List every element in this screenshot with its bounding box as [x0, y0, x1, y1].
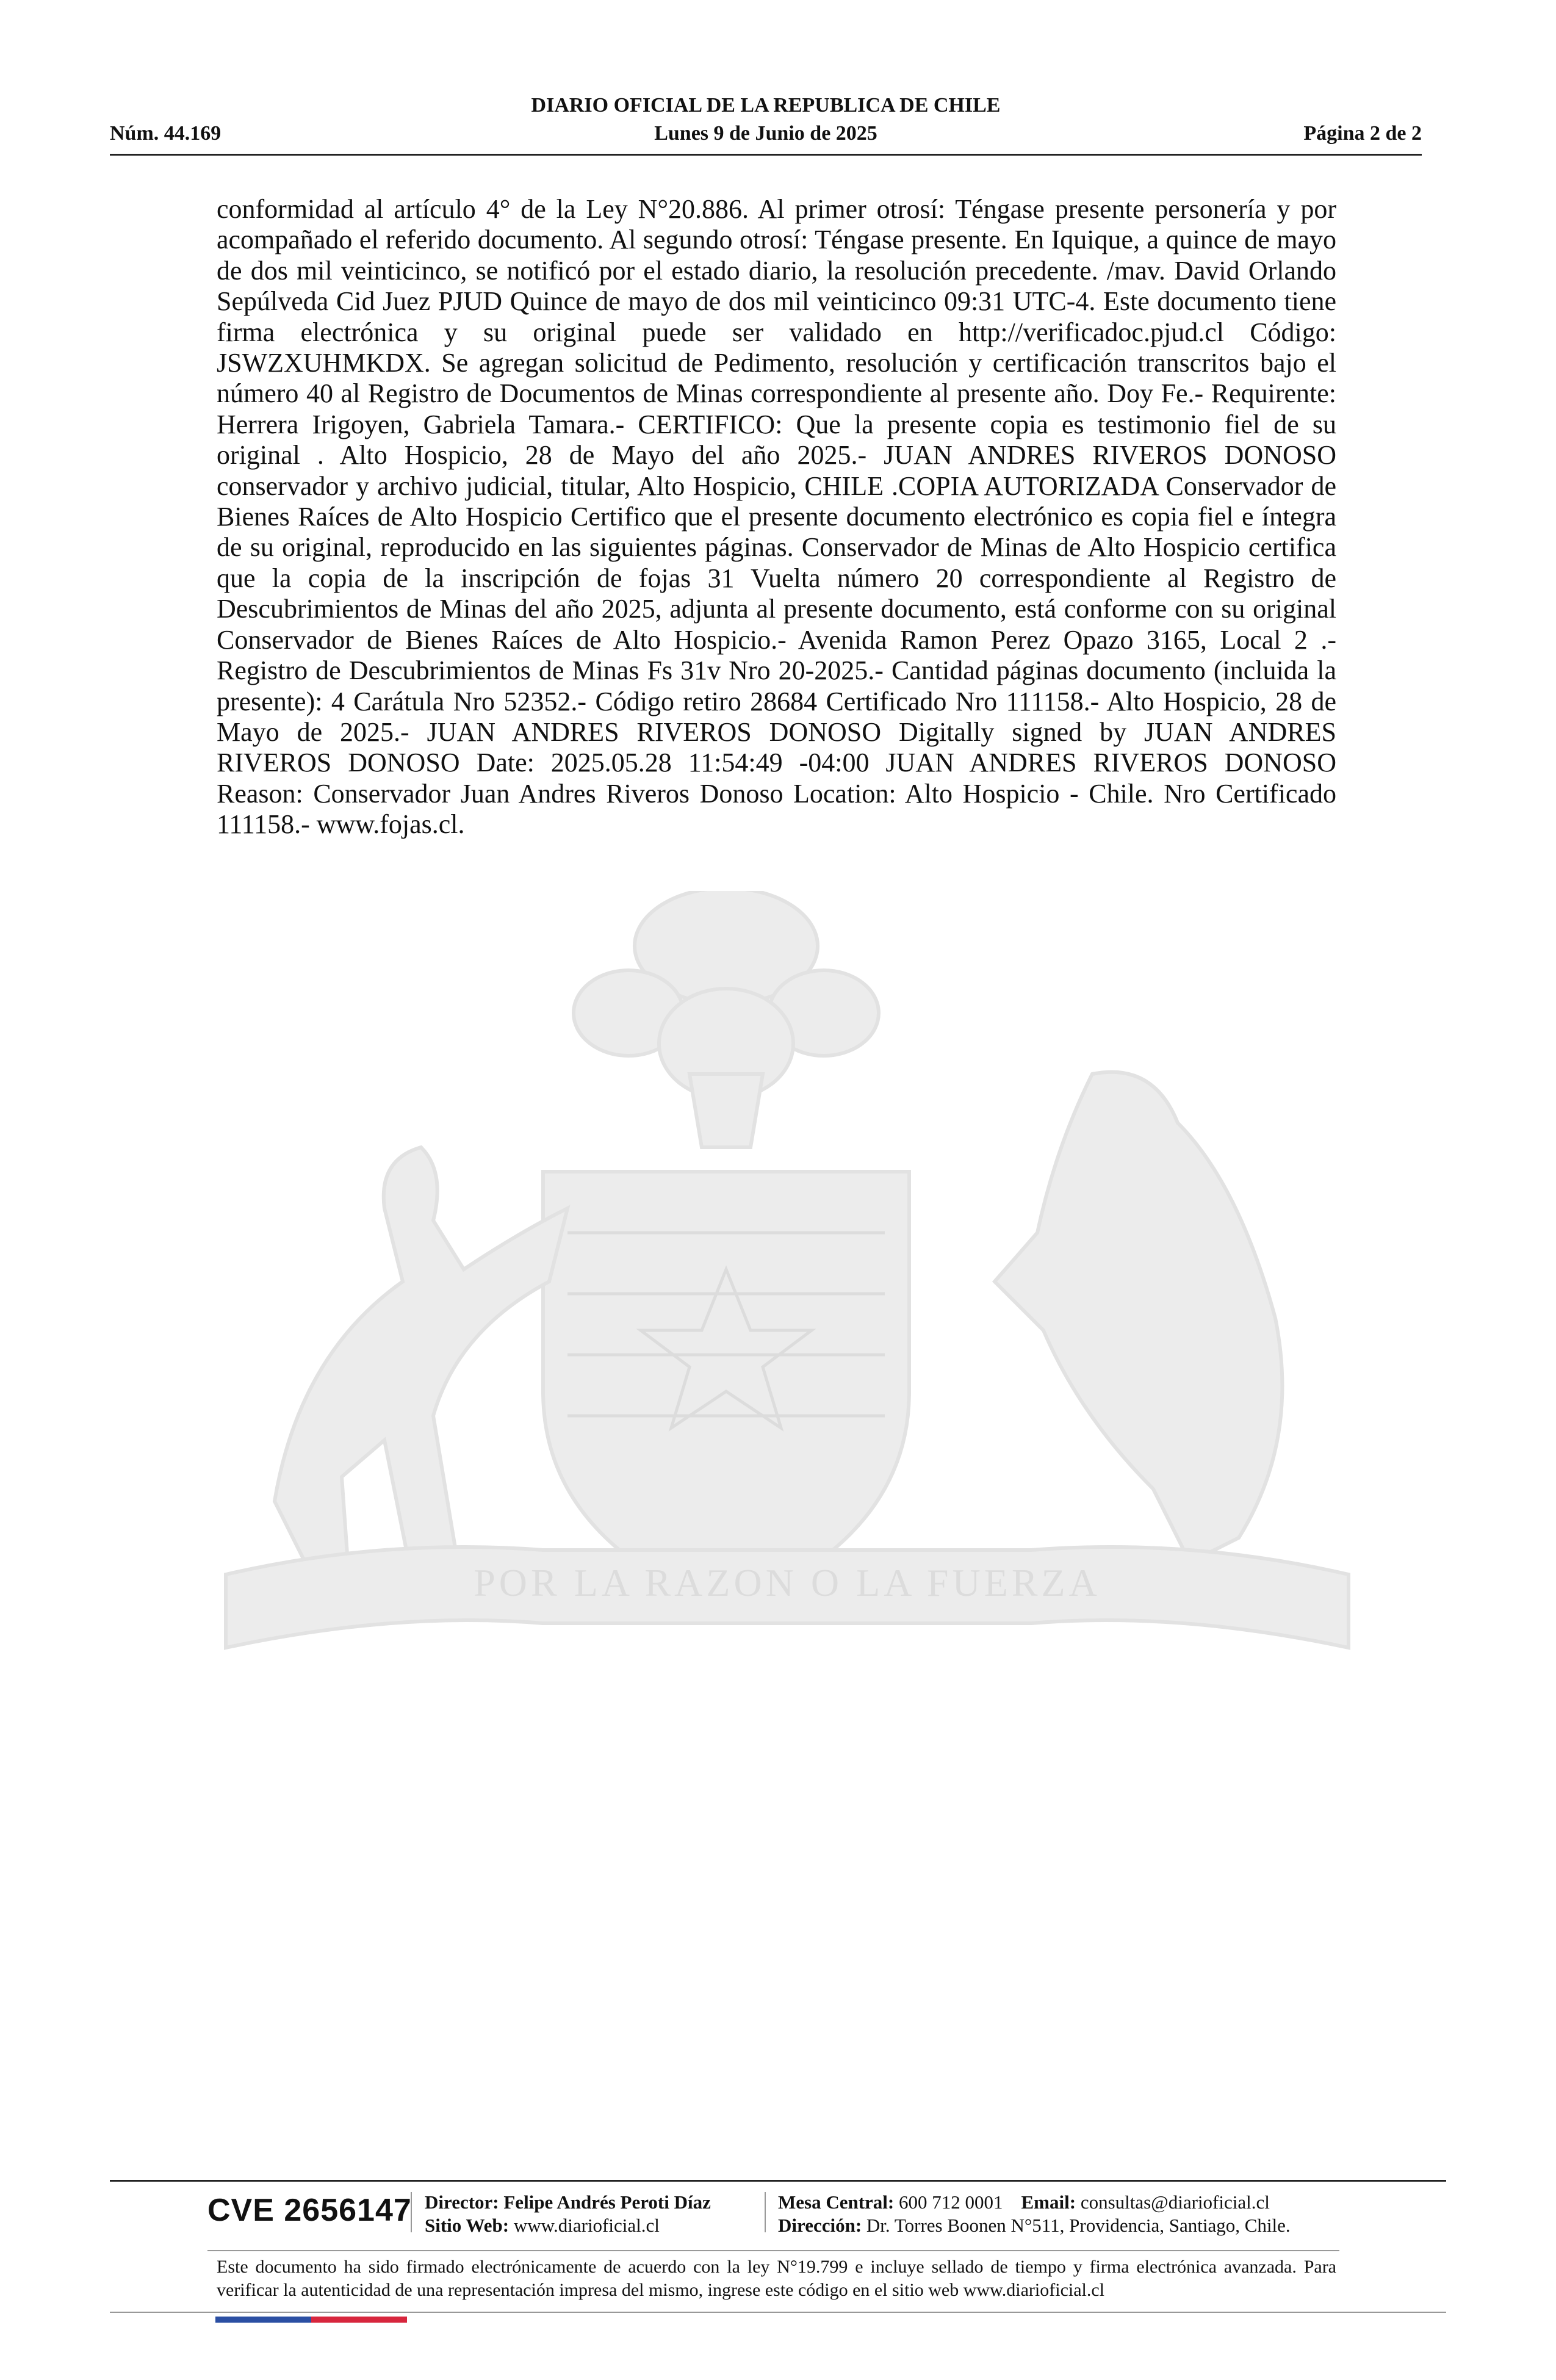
issue-number: Núm. 44.169: [110, 122, 222, 145]
footer-contact-block: [778, 2191, 1291, 2237]
header-row: [110, 122, 1422, 149]
mesa-label: Mesa Central:: [778, 2191, 895, 2213]
chile-flag-strip: [215, 2317, 407, 2323]
publication-title: DIARIO OFICIAL DE LA REPUBLICA DE CHILE: [531, 94, 1001, 117]
flag-blue-band: [215, 2317, 311, 2323]
mesa-phone: 600 712 0001: [899, 2191, 1003, 2213]
page-indicator: Página 2 de 2: [1303, 122, 1422, 145]
footer-separator: [765, 2192, 766, 2232]
address-value: Dr. Torres Boonen N°511, Providencia, Santiago, Chile.: [866, 2215, 1291, 2236]
site-label: Sitio Web:: [425, 2215, 510, 2236]
email-label: Email:: [1021, 2191, 1076, 2213]
footer-middle-divider: [207, 2250, 1339, 2251]
director-name: Felipe Andrés Peroti Díaz: [503, 2191, 711, 2213]
footer-bottom-divider: [110, 2312, 1446, 2313]
director-label: Director:: [425, 2191, 499, 2213]
watermark-motto: POR LA RAZON O LA FUERZA: [474, 1561, 1101, 1604]
email-link[interactable]: consultas@diarioficial.cl: [1080, 2191, 1270, 2213]
header-divider: [110, 154, 1422, 156]
site-link[interactable]: www.diarioficial.cl: [513, 2215, 660, 2236]
coat-of-arms-watermark: [201, 891, 1373, 1672]
document-body-text: conformidad al artículo 4° de la Ley N°20.886. Al primer otrosí: Téngase presente personería y por acompañado el referido documento. Al segundo otrosí: Téngase presente. En Iquique, a quince de mayo de dos mil veinticinco, se notificó por el estado diario, la resolución precedente. /mav. David Orlando Sepúlveda Cid Juez PJUD Quince de mayo de dos mil veinticinco 09:31 UTC-4. Este documento tiene firma electrónica y su original puede ser validado en http://verificadoc.pjud.cl Código: JSWZXUHMKDX. Se agregan solicitud de Pedimento, resolución y certificación transcritos bajo el número 40 al Registro de Documentos de Minas correspondiente al presente año. Doy Fe.- Requirente: Herrera Irigoyen, Gabriela Tamara.- CERTIFICO: Que la presente copia es testimonio fiel de su original . Alto Hospicio, 28 de Mayo del año 2025.- JUAN ANDRES RIVEROS DONOSO conservador y archivo judicial, titular, Alto Hospicio, CHILE .COPIA AUTORIZADA Conservador de Bienes Raíces de Alto Hospicio Certifico que el presente documento electrónico es copia fiel e íntegra de su original, reproducido en las siguientes páginas. Conservador de Minas de Alto Hospicio certifica que la copia de la inscripción de fojas 31 Vuelta número 20 correspondiente al Registro de Descubrimientos de Minas del año 2025, adjunta al presente documento, está conforme con su original Conservador de Bienes Raíces de Alto Hospicio.- Avenida Ramon Perez Opazo 3165, Local 2 .- Registro de Descubrimientos de Minas Fs 31v Nro 20-2025.- Cantidad páginas documento (incluida la presente): 4 Carátula Nro 52352.- Código retiro 28684 Certificado Nro 111158.- Alto Hospicio, 28 de Mayo de 2025.- JUAN ANDRES RIVEROS DONOSO Digitally signed by JUAN ANDRES RIVEROS DONOSO Date: 2025.05.28 11:54:49 -04:00 JUAN ANDRES RIVEROS DONOSO Reason: Conservador Juan Andres Riveros Donoso Location: Alto Hospicio - Chile. Nro Certificado 111158.- www.fojas.cl.: [217, 194, 1336, 840]
footer-separator: [411, 2192, 412, 2232]
address-label: Dirección:: [778, 2215, 862, 2236]
flag-red-band: [311, 2317, 407, 2323]
footer-director-block: [425, 2191, 711, 2237]
electronic-signature-notice: Este documento ha sido firmado electrónicamente de acuerdo con la ley N°19.799 e incluye sellado de tiempo y firma electrónica avanzada. Para verificar la autenticidad de una representación impresa del mismo, ingrese este código en el sitio web www.diarioficial.cl: [217, 2257, 1336, 2300]
issue-date: Lunes 9 de Junio de 2025: [654, 122, 877, 145]
footer-top-divider: [110, 2180, 1446, 2182]
cve-code: CVE 2656147: [207, 2193, 412, 2228]
